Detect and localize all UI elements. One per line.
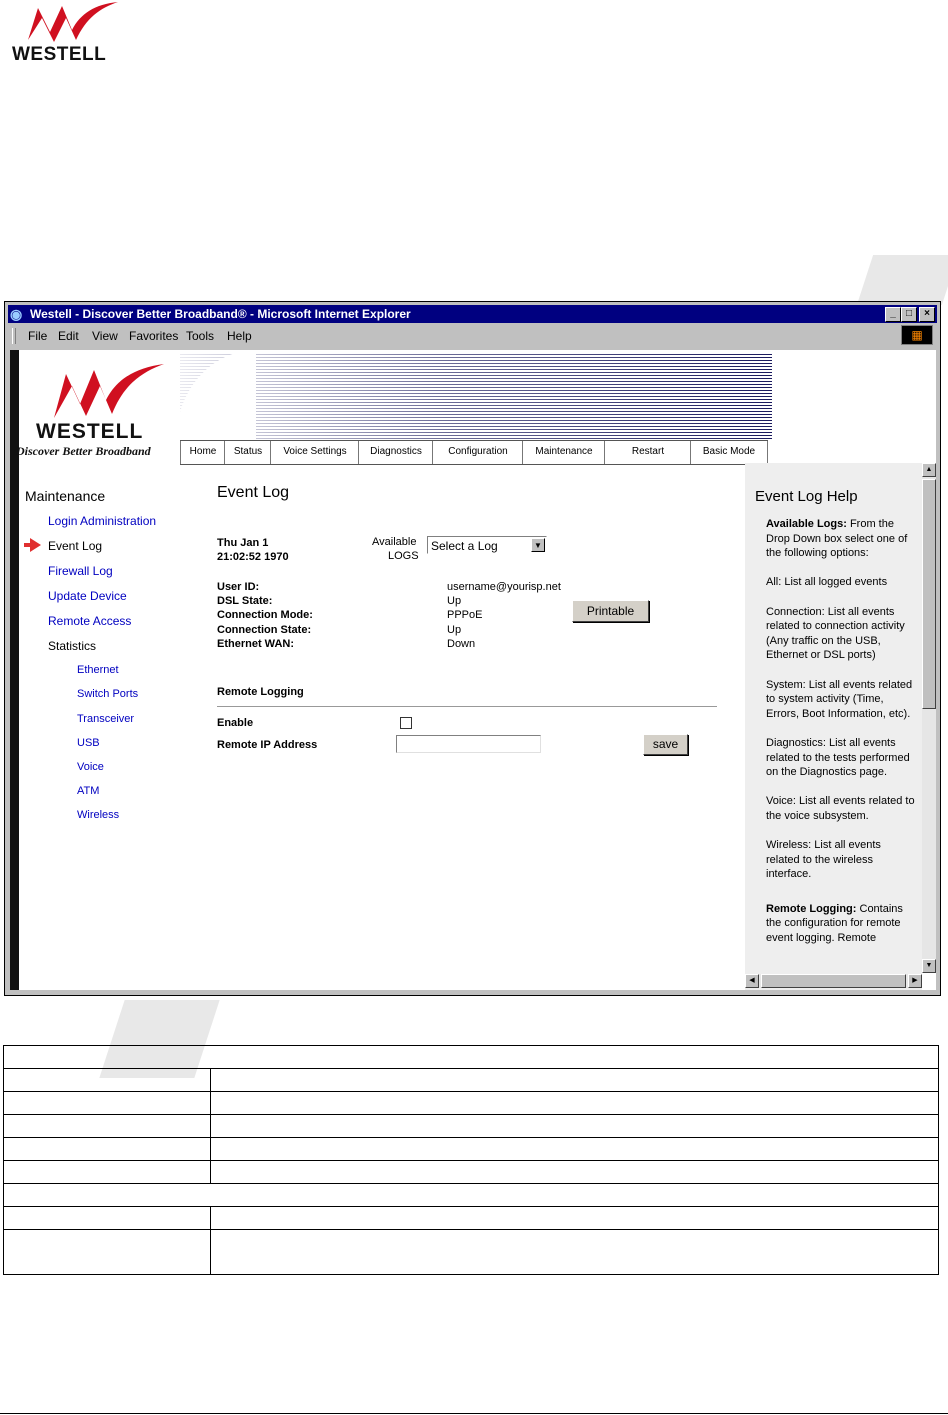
tab-configuration[interactable]: Configuration [432, 441, 523, 464]
stats-item-switch-ports[interactable]: Switch Ports [77, 688, 139, 700]
sidebar-heading: Maintenance [25, 488, 106, 504]
ethernet-wan-label: Ethernet WAN: [217, 638, 294, 650]
table-row [4, 1207, 939, 1230]
log-select[interactable] [427, 536, 547, 554]
current-date: Thu Jan 1 [217, 537, 269, 549]
help-title: Event Log Help [755, 488, 858, 505]
dsl-state-value: Up [447, 595, 462, 607]
watermark-shape-top [857, 255, 948, 305]
chevron-down-icon[interactable]: ▼ [531, 538, 545, 552]
header-tagline: Discover Better Broadband [16, 444, 151, 458]
help-panel [745, 463, 922, 990]
user-id-label: User ID: [217, 581, 260, 593]
current-time: 21:02:52 1970 [217, 551, 289, 563]
browser-window [4, 301, 941, 996]
help-vertical-scrollbar[interactable] [922, 463, 936, 973]
menu-favorites[interactable]: Favorites [129, 329, 179, 343]
header-swoosh-icon [24, 360, 174, 420]
available-label: Available [372, 536, 417, 548]
window-titlebar[interactable] [8, 305, 937, 323]
maximize-button[interactable]: □ [901, 307, 917, 322]
horizontal-scroll-thumb[interactable] [761, 974, 906, 988]
header-stripes-fade [180, 354, 772, 440]
sidebar-item-statistics: Statistics [48, 639, 97, 653]
sidebar-item-update-device[interactable]: Update Device [48, 589, 127, 603]
tab-status[interactable]: Status [224, 441, 271, 464]
remote-logging-heading: Remote Logging [217, 686, 304, 698]
menu-file[interactable]: File [28, 329, 48, 343]
enable-checkbox[interactable] [400, 717, 412, 729]
dsl-state-label: DSL State: [217, 595, 273, 607]
menubar-grip [12, 328, 16, 344]
main-nav [180, 440, 768, 465]
page-logo [10, 0, 120, 66]
close-button[interactable]: × [919, 307, 935, 322]
scroll-left-icon[interactable]: ◀ [745, 974, 759, 988]
help-paragraph: System: List all events related to system activity (Time, Errors, Boot Information, etc). [766, 678, 913, 720]
stats-item-voice[interactable]: Voice [77, 761, 104, 773]
scroll-thumb[interactable] [922, 479, 936, 709]
ethernet-wan-value: Down [447, 638, 476, 650]
menu-view[interactable]: View [92, 329, 118, 343]
scroll-down-icon[interactable]: ▼ [922, 959, 936, 973]
page-content [10, 350, 936, 990]
active-arrow-icon [30, 538, 41, 552]
help-paragraph: Wireless: List all events related to the wireless interface. [766, 839, 881, 881]
stats-item-atm[interactable]: ATM [77, 785, 100, 797]
help-horizontal-scrollbar[interactable] [745, 974, 922, 988]
westell-swoosh-icon [10, 0, 120, 46]
table-row [4, 1230, 939, 1275]
connection-state-value: Up [447, 624, 462, 636]
document-table [3, 1045, 939, 1275]
scroll-up-icon[interactable]: ▲ [922, 463, 936, 477]
page-logo-text: WESTELL [12, 44, 107, 65]
tab-voice-settings[interactable]: Voice Settings [270, 441, 359, 464]
printable-button[interactable]: Printable [572, 600, 649, 622]
connection-mode-value: PPPoE [447, 609, 483, 621]
stats-item-ethernet[interactable]: Ethernet [77, 664, 119, 676]
page-title: Event Log [217, 484, 290, 501]
window-title: Westell - Discover Better Broadband® - Microsoft Internet Explorer [30, 307, 411, 321]
help-paragraph: Voice: List all events related to the voice subsystem. [766, 795, 915, 822]
table-row [4, 1161, 939, 1184]
section-divider [217, 706, 717, 708]
windows-flag-icon: ▦ [901, 325, 933, 345]
remote-ip-input[interactable] [396, 735, 541, 753]
enable-label: Enable [217, 717, 254, 729]
table-row [4, 1069, 939, 1092]
menu-tools[interactable]: Tools [186, 329, 215, 343]
stats-item-wireless[interactable]: Wireless [77, 809, 120, 821]
table-row [4, 1138, 939, 1161]
menu-help[interactable]: Help [227, 329, 252, 343]
footer-line [0, 1413, 948, 1414]
sidebar-item-remote-access[interactable]: Remote Access [48, 614, 132, 628]
tab-diagnostics[interactable]: Diagnostics [358, 441, 433, 464]
help-paragraph: Remote Logging: Contains the configuration for remote event logging. Remote [766, 902, 903, 945]
connection-state-label: Connection State: [217, 624, 312, 636]
help-body [766, 517, 916, 960]
table-row [4, 1092, 939, 1115]
sidebar-item-login-administration[interactable]: Login Administration [48, 514, 157, 528]
help-paragraph: All: List all logged events [766, 576, 888, 589]
connection-mode-label: Connection Mode: [217, 609, 313, 621]
stats-item-transceiver[interactable]: Transceiver [77, 713, 135, 725]
save-button[interactable]: save [643, 734, 688, 755]
tab-home[interactable]: Home [180, 441, 225, 464]
tab-basic-mode[interactable]: Basic Mode [690, 441, 768, 464]
table-row [4, 1046, 939, 1069]
ie-icon: ◉ [10, 306, 23, 322]
menu-edit[interactable]: Edit [58, 329, 79, 343]
sidebar-item-firewall-log[interactable]: Firewall Log [48, 564, 113, 578]
menu-bar [8, 325, 937, 347]
scroll-right-icon[interactable]: ▶ [908, 974, 922, 988]
sidebar-item-event-log[interactable]: Event Log [48, 539, 103, 553]
minimize-button[interactable]: _ [885, 307, 901, 322]
remote-ip-label: Remote IP Address [217, 739, 318, 751]
table-row [4, 1184, 939, 1207]
stats-item-usb[interactable]: USB [77, 737, 100, 749]
logs-label: LOGS [388, 550, 419, 562]
header-logo-text: WESTELL [36, 420, 144, 443]
user-id-value: username@yourisp.net [447, 581, 561, 593]
help-paragraph: Connection: List all events related to connection activity (Any traffic on the USB, Ethernet or DSL ports) [766, 605, 905, 662]
log-select-value: Select a Log [431, 539, 498, 553]
help-paragraph: Diagnostics: List all events related to the tests performed on the Diagnostics page. [766, 736, 910, 779]
table-row [4, 1115, 939, 1138]
help-paragraph: Available Logs: From the Drop Down box select one of the following options: [766, 518, 908, 560]
tab-restart[interactable]: Restart [604, 441, 691, 464]
tab-maintenance[interactable]: Maintenance [522, 441, 605, 464]
